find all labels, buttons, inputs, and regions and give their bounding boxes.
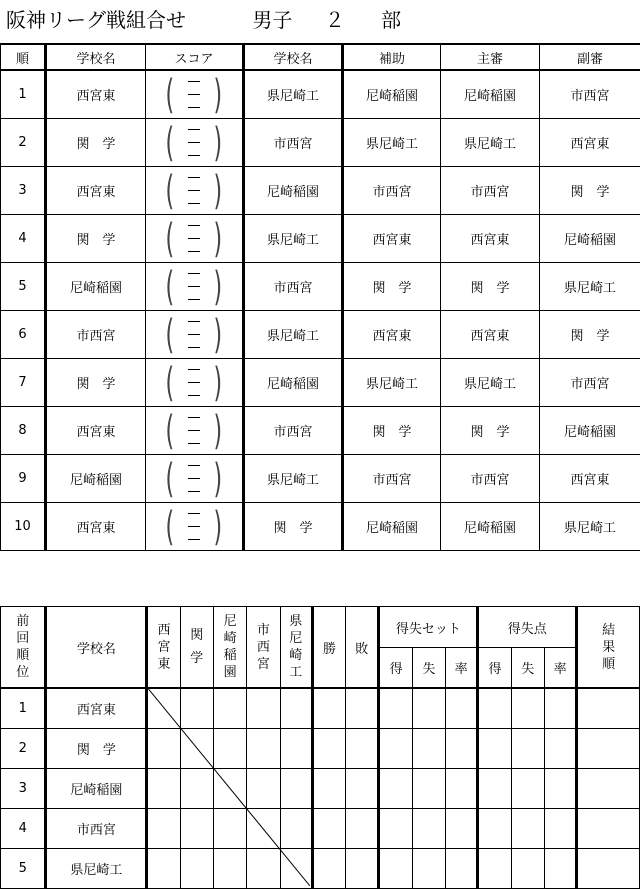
aux-official: 西宮東	[343, 215, 441, 263]
school-b: 県尼崎工	[244, 311, 343, 359]
school-a: 西宮東	[46, 503, 146, 551]
sets-lost-cell[interactable]	[412, 729, 445, 769]
school-b: 県尼崎工	[244, 455, 343, 503]
match-number: 4	[1, 215, 46, 263]
assistant-referee: 尼崎稲園	[540, 215, 640, 263]
header-opp-nishinomiya-higashi: 西 宮 東	[147, 607, 180, 689]
sets-won-cell[interactable]	[379, 849, 412, 889]
open-bracket-icon: (	[166, 75, 175, 115]
result-cell[interactable]	[180, 688, 213, 729]
result-cell[interactable]	[180, 809, 213, 849]
standings-table	[0, 606, 640, 889]
header-points-lost: 失	[511, 648, 544, 689]
dash-mark	[188, 129, 200, 130]
match-number: 10	[1, 503, 46, 551]
school-name: 西宮東	[46, 688, 147, 729]
result-cell[interactable]	[213, 849, 246, 889]
standings-row	[1, 849, 640, 889]
previous-rank: 2	[1, 729, 46, 769]
points-rate-cell[interactable]	[544, 809, 576, 849]
result-cell[interactable]	[247, 849, 280, 889]
dash-mark	[188, 513, 200, 514]
dash-mark	[188, 382, 200, 383]
open-bracket-icon: (	[166, 363, 175, 403]
header-order: 順	[1, 44, 46, 70]
assistant-referee: 県尼崎工	[540, 503, 640, 551]
standings-row	[1, 729, 640, 769]
final-rank-cell[interactable]	[577, 809, 640, 849]
header-wins: 勝	[312, 607, 345, 689]
schedule-header-row	[1, 44, 640, 70]
result-cell[interactable]	[147, 688, 180, 729]
header-referee: 主審	[441, 44, 540, 70]
dash-mark	[188, 251, 200, 252]
sets-lost-cell[interactable]	[412, 688, 445, 729]
standings-row	[1, 769, 640, 809]
schedule-row	[1, 359, 640, 407]
school-a: 西宮東	[46, 167, 146, 215]
assistant-referee: 関 学	[540, 311, 640, 359]
final-rank-cell[interactable]	[577, 729, 640, 769]
score-cell[interactable]	[146, 167, 244, 215]
sets-rate-cell[interactable]	[446, 809, 478, 849]
header-set-balance: 得失セット	[379, 607, 478, 648]
match-schedule-table	[0, 43, 640, 551]
result-cell[interactable]	[280, 688, 312, 729]
header-aux: 補助	[343, 44, 441, 70]
title-main: 阪神リーグ戦組合せ	[6, 4, 186, 33]
final-rank-cell[interactable]	[577, 688, 640, 729]
result-cell[interactable]	[147, 809, 180, 849]
result-cell[interactable]	[147, 729, 180, 769]
school-name: 尼崎稲園	[46, 769, 147, 809]
previous-rank: 5	[1, 849, 46, 889]
dash-mark	[188, 94, 200, 95]
title-gender: 男子	[252, 4, 292, 33]
open-bracket-icon: (	[166, 171, 175, 211]
school-b: 県尼崎工	[244, 70, 343, 119]
close-bracket-icon: )	[214, 219, 223, 259]
result-cell[interactable]	[280, 849, 312, 889]
dash-mark	[188, 177, 200, 178]
dash-mark	[188, 203, 200, 204]
points-lost-cell[interactable]	[511, 729, 544, 769]
score-cell[interactable]	[146, 311, 244, 359]
dash-mark	[188, 81, 200, 82]
score-cell[interactable]	[146, 70, 244, 119]
match-number: 9	[1, 455, 46, 503]
result-cell[interactable]	[280, 769, 312, 809]
result-cell[interactable]	[280, 729, 312, 769]
points-lost-cell[interactable]	[511, 769, 544, 809]
sets-won-cell[interactable]	[379, 769, 412, 809]
aux-official: 尼崎稲園	[343, 503, 441, 551]
schedule-row	[1, 70, 640, 119]
dash-mark	[188, 286, 200, 287]
header-sets-rate: 率	[446, 648, 478, 689]
aux-official: 市西宮	[343, 167, 441, 215]
points-lost-cell[interactable]	[511, 849, 544, 889]
assistant-referee: 県尼崎工	[540, 263, 640, 311]
result-cell[interactable]	[247, 729, 280, 769]
header-opp-kangaku: 関 学	[180, 607, 213, 689]
dash-mark	[188, 347, 200, 348]
score-cell[interactable]	[146, 455, 244, 503]
school-name: 関 学	[46, 729, 147, 769]
school-b: 市西宮	[244, 407, 343, 455]
close-bracket-icon: )	[214, 123, 223, 163]
school-a: 関 学	[46, 119, 146, 167]
result-cell[interactable]	[213, 809, 246, 849]
header-previous-rank: 前 回 順 位	[1, 607, 46, 689]
assistant-referee: 関 学	[540, 167, 640, 215]
aux-official: 市西宮	[343, 455, 441, 503]
header-point-balance: 得失点	[478, 607, 577, 648]
match-number: 7	[1, 359, 46, 407]
previous-rank: 3	[1, 769, 46, 809]
school-b: 関 学	[244, 503, 343, 551]
header-school-name: 学校名	[46, 607, 147, 689]
school-b: 市西宮	[244, 119, 343, 167]
wins-cell[interactable]	[312, 849, 345, 889]
header-losses: 敗	[346, 607, 379, 689]
school-a: 尼崎稲園	[46, 455, 146, 503]
points-rate-cell[interactable]	[544, 769, 576, 809]
points-won-cell[interactable]	[478, 849, 511, 889]
title-division-number: ２	[325, 4, 345, 33]
sets-rate-cell[interactable]	[446, 688, 478, 729]
close-bracket-icon: )	[214, 171, 223, 211]
school-name: 県尼崎工	[46, 849, 147, 889]
close-bracket-icon: )	[214, 315, 223, 355]
school-b: 尼崎稲園	[244, 167, 343, 215]
school-b: 県尼崎工	[244, 215, 343, 263]
schedule-row	[1, 119, 640, 167]
schedule-row	[1, 215, 640, 263]
result-cell[interactable]	[247, 769, 280, 809]
previous-rank: 4	[1, 809, 46, 849]
match-number: 2	[1, 119, 46, 167]
wins-cell[interactable]	[312, 769, 345, 809]
losses-cell[interactable]	[346, 688, 379, 729]
result-cell[interactable]	[213, 729, 246, 769]
school-b: 市西宮	[244, 263, 343, 311]
sets-lost-cell[interactable]	[412, 809, 445, 849]
standings-row	[1, 809, 640, 849]
sets-rate-cell[interactable]	[446, 849, 478, 889]
referee: 西宮東	[441, 215, 540, 263]
dash-mark	[188, 430, 200, 431]
header-opp-ichi-nishinomiya: 市 西 宮	[247, 607, 280, 689]
score-cell[interactable]	[146, 359, 244, 407]
referee: 県尼崎工	[441, 359, 540, 407]
sets-won-cell[interactable]	[379, 729, 412, 769]
dash-mark	[188, 299, 200, 300]
match-number: 8	[1, 407, 46, 455]
points-rate-cell[interactable]	[544, 849, 576, 889]
dash-mark	[188, 273, 200, 274]
open-bracket-icon: (	[166, 123, 175, 163]
previous-rank: 1	[1, 688, 46, 729]
assistant-referee: 西宮東	[540, 119, 640, 167]
wins-cell[interactable]	[312, 809, 345, 849]
aux-official: 尼崎稲園	[343, 70, 441, 119]
dash-mark	[188, 225, 200, 226]
losses-cell[interactable]	[346, 769, 379, 809]
header-opp-ken-amagasaki-ko: 県 尼 崎 工	[280, 607, 312, 689]
standings-row	[1, 688, 640, 729]
referee: 県尼崎工	[441, 119, 540, 167]
result-cell[interactable]	[147, 849, 180, 889]
dash-mark	[188, 155, 200, 156]
schedule-row	[1, 167, 640, 215]
open-bracket-icon: (	[166, 315, 175, 355]
schedule-row	[1, 455, 640, 503]
aux-official: 関 学	[343, 263, 441, 311]
points-rate-cell[interactable]	[544, 729, 576, 769]
aux-official: 関 学	[343, 407, 441, 455]
header-school-b: 学校名	[244, 44, 343, 70]
match-number: 3	[1, 167, 46, 215]
header-assistant-referee: 副審	[540, 44, 640, 70]
result-cell[interactable]	[180, 849, 213, 889]
header-sets-won: 得	[379, 648, 412, 689]
schedule-row	[1, 503, 640, 551]
close-bracket-icon: )	[214, 411, 223, 451]
header-opp-amagasaki-inazono: 尼 崎 稲 園	[213, 607, 246, 689]
aux-official: 県尼崎工	[343, 359, 441, 407]
result-cell[interactable]	[180, 729, 213, 769]
assistant-referee: 市西宮	[540, 70, 640, 119]
close-bracket-icon: )	[214, 459, 223, 499]
close-bracket-icon: )	[214, 75, 223, 115]
result-cell[interactable]	[247, 809, 280, 849]
open-bracket-icon: (	[166, 507, 175, 547]
dash-mark	[188, 107, 200, 108]
school-b: 尼崎稲園	[244, 359, 343, 407]
school-a: 西宮東	[46, 70, 146, 119]
open-bracket-icon: (	[166, 267, 175, 307]
referee: 市西宮	[441, 167, 540, 215]
school-a: 西宮東	[46, 407, 146, 455]
dash-mark	[188, 539, 200, 540]
losses-cell[interactable]	[346, 849, 379, 889]
score-cell[interactable]	[146, 119, 244, 167]
losses-cell[interactable]	[346, 729, 379, 769]
sets-won-cell[interactable]	[379, 809, 412, 849]
close-bracket-icon: )	[214, 363, 223, 403]
dash-mark	[188, 526, 200, 527]
open-bracket-icon: (	[166, 411, 175, 451]
match-number: 5	[1, 263, 46, 311]
dash-mark	[188, 443, 200, 444]
score-cell[interactable]	[146, 407, 244, 455]
match-number: 6	[1, 311, 46, 359]
points-lost-cell[interactable]	[511, 688, 544, 729]
points-won-cell[interactable]	[478, 769, 511, 809]
school-a: 関 学	[46, 215, 146, 263]
final-rank-cell[interactable]	[577, 849, 640, 889]
assistant-referee: 尼崎稲園	[540, 407, 640, 455]
sets-rate-cell[interactable]	[446, 729, 478, 769]
points-lost-cell[interactable]	[511, 809, 544, 849]
header-points-won: 得	[478, 648, 511, 689]
title-division-label: 部	[381, 4, 401, 33]
aux-official: 西宮東	[343, 311, 441, 359]
header-school-a: 学校名	[46, 44, 146, 70]
result-cell[interactable]	[147, 769, 180, 809]
dash-mark	[188, 417, 200, 418]
close-bracket-icon: )	[214, 267, 223, 307]
header-score: スコア	[146, 44, 244, 70]
sets-won-cell[interactable]	[379, 688, 412, 729]
dash-mark	[188, 190, 200, 191]
dash-mark	[188, 478, 200, 479]
referee: 関 学	[441, 407, 540, 455]
referee: 西宮東	[441, 311, 540, 359]
score-cell[interactable]	[146, 503, 244, 551]
wins-cell[interactable]	[312, 729, 345, 769]
assistant-referee: 西宮東	[540, 455, 640, 503]
sets-lost-cell[interactable]	[412, 849, 445, 889]
aux-official: 県尼崎工	[343, 119, 441, 167]
losses-cell[interactable]	[346, 809, 379, 849]
assistant-referee: 市西宮	[540, 359, 640, 407]
result-cell[interactable]	[247, 688, 280, 729]
school-a: 関 学	[46, 359, 146, 407]
points-rate-cell[interactable]	[544, 688, 576, 729]
result-cell[interactable]	[213, 688, 246, 729]
header-final-rank: 結 果 順	[577, 607, 640, 689]
standings-header-row	[1, 607, 640, 648]
dash-mark	[188, 395, 200, 396]
school-a: 市西宮	[46, 311, 146, 359]
score-cell[interactable]	[146, 263, 244, 311]
result-cell[interactable]	[180, 769, 213, 809]
school-a: 尼崎稲園	[46, 263, 146, 311]
open-bracket-icon: (	[166, 459, 175, 499]
referee: 尼崎稲園	[441, 70, 540, 119]
referee: 市西宮	[441, 455, 540, 503]
referee: 関 学	[441, 263, 540, 311]
sets-lost-cell[interactable]	[412, 769, 445, 809]
header-sets-lost: 失	[412, 648, 445, 689]
school-name: 市西宮	[46, 809, 147, 849]
open-bracket-icon: (	[166, 219, 175, 259]
dash-mark	[188, 369, 200, 370]
schedule-row	[1, 263, 640, 311]
match-number: 1	[1, 70, 46, 119]
points-won-cell[interactable]	[478, 809, 511, 849]
dash-mark	[188, 334, 200, 335]
page-title	[6, 4, 401, 32]
header-points-rate: 率	[544, 648, 576, 689]
final-rank-cell[interactable]	[577, 769, 640, 809]
dash-mark	[188, 238, 200, 239]
sets-rate-cell[interactable]	[446, 769, 478, 809]
points-won-cell[interactable]	[478, 729, 511, 769]
close-bracket-icon: )	[214, 507, 223, 547]
wins-cell[interactable]	[312, 688, 345, 729]
dash-mark	[188, 142, 200, 143]
score-cell[interactable]	[146, 215, 244, 263]
result-cell[interactable]	[280, 809, 312, 849]
referee: 尼崎稲園	[441, 503, 540, 551]
schedule-row	[1, 407, 640, 455]
dash-mark	[188, 321, 200, 322]
dash-mark	[188, 465, 200, 466]
result-cell[interactable]	[213, 769, 246, 809]
dash-mark	[188, 491, 200, 492]
schedule-row	[1, 311, 640, 359]
points-won-cell[interactable]	[478, 688, 511, 729]
